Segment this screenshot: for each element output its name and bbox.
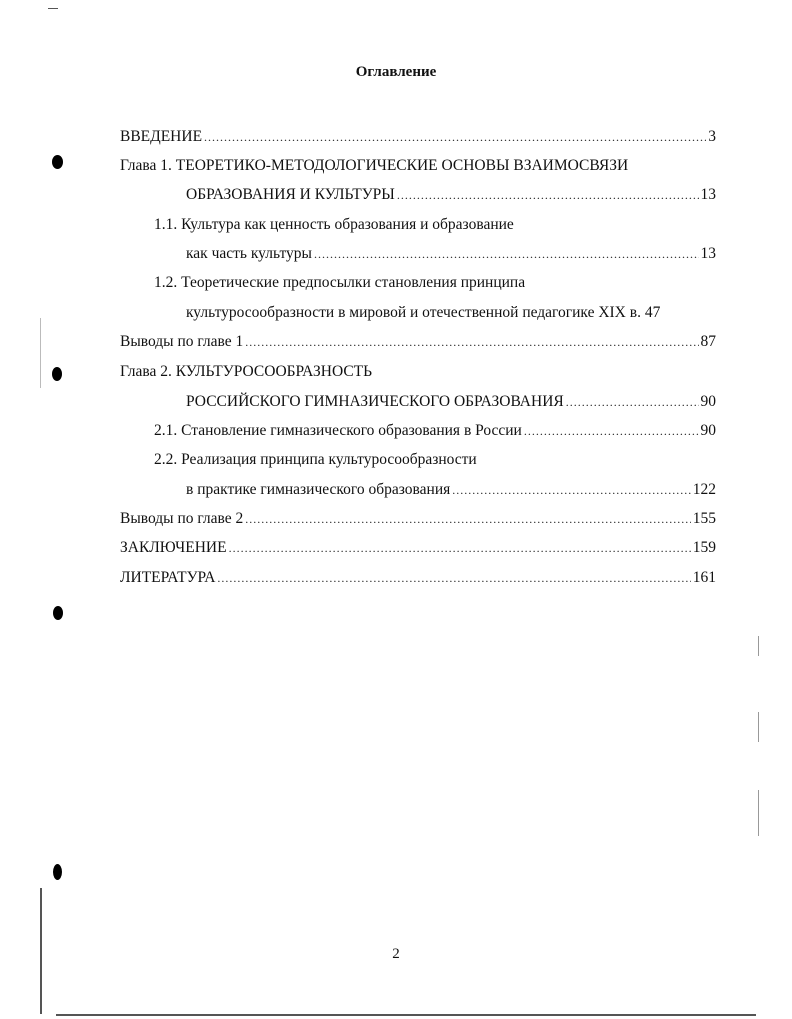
toc-entry-page: 90 [700,422,716,439]
scan-edge-line [40,318,41,388]
toc-entry-label: ЗАКЛЮЧЕНИЕ [120,539,227,556]
toc-entry-label: ВВЕДЕНИЕ [120,128,203,145]
toc-entry-conclusion[interactable] [120,537,716,559]
scan-edge-line [758,790,759,836]
toc-section-1-2-line2[interactable]: культуросообразности в мировой и отечественной педагогике XIX в. 47 [186,304,661,321]
toc-entry-page: 155 [692,510,716,527]
dot-leader [229,537,691,559]
toc-section-2-2-line1[interactable]: 2.2. Реализация принципа культуросообразности [154,451,477,468]
dot-leader [397,184,699,206]
toc-entry-label: 2.1. Становление гимназического образования в России [154,422,522,439]
toc-chapter-1-title-line1[interactable]: Глава 1. ТЕОРЕТИКО-МЕТОДОЛОГИЧЕСКИЕ ОСНОВЫ ВЗАИМОСВЯЗИ [120,157,629,174]
toc-entry-conclusions-2[interactable] [120,508,716,530]
toc-entry-label: Выводы по главе 1 [120,333,244,350]
toc-entry-chapter-1[interactable] [186,184,716,206]
toc-entry-conclusions-1[interactable] [120,331,716,353]
toc-entry-page: 87 [700,333,716,350]
toc-entry-section-2-1[interactable] [154,420,716,442]
scan-edge-line [40,888,42,1014]
dot-leader [245,331,698,353]
toc-entry-literature[interactable] [120,567,716,589]
toc-entry-page: 13 [700,245,716,262]
toc-entry-section-2-2[interactable] [186,479,716,501]
page-number: 2 [392,946,400,962]
toc-entry-label: ОБРАЗОВАНИЯ И КУЛЬТУРЫ [186,186,395,203]
binder-hole-mark [53,864,62,880]
dot-leader [217,567,690,589]
toc-entry-label: Выводы по главе 2 [120,510,244,527]
toc-entry-page: 122 [692,481,716,498]
toc-entry-page: 161 [692,569,716,586]
scan-edge-line [758,636,759,656]
toc-entry-page: 3 [708,128,716,145]
toc-entry-label: ЛИТЕРАТУРА [120,569,216,586]
toc-entry-page: 90 [700,393,716,410]
scan-edge-line [758,712,759,742]
dot-leader [314,243,699,265]
toc-entry-page: 159 [692,539,716,556]
dot-leader [204,126,706,148]
scan-edge-line [48,8,58,9]
binder-hole-mark [52,155,63,169]
dot-leader [524,420,699,442]
toc-entry-page: 13 [700,186,716,203]
toc-entry-section-1-1[interactable] [186,243,716,265]
toc-entry-label: как часть культуры [186,245,312,262]
dot-leader [566,391,699,413]
dot-leader [245,508,690,530]
toc-entry-label: РОССИЙСКОГО ГИМНАЗИЧЕСКОГО ОБРАЗОВАНИЯ [186,393,564,410]
page-title: Оглавление [355,64,437,80]
toc-entry-label: в практике гимназического образования [186,481,451,498]
toc-section-1-2-line1[interactable]: 1.2. Теоретические предпосылки становления принципа [154,274,526,291]
binder-hole-mark [53,606,63,620]
scan-edge-line [56,1014,756,1016]
toc-entry-chapter-2[interactable] [186,391,716,413]
toc-section-1-1-line1[interactable]: 1.1. Культура как ценность образования и образование [154,216,514,233]
toc-chapter-2-title-line1[interactable]: Глава 2. КУЛЬТУРОСООБРАЗНОСТЬ [120,363,373,380]
toc-entry-intro[interactable] [120,126,716,148]
dot-leader [452,479,690,501]
binder-hole-mark [52,367,62,381]
